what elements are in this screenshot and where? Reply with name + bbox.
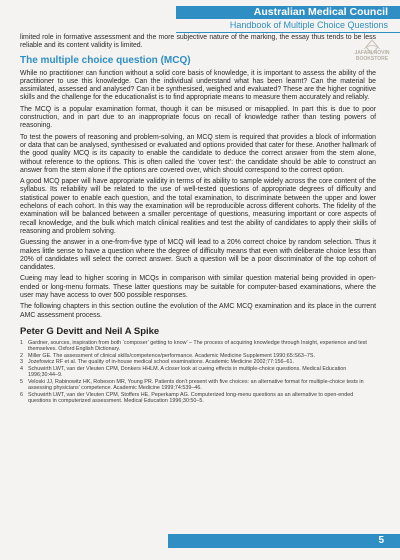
paragraph: A good MCQ paper will have appropriate validity in terms of its ability to sample widely across the core content of the syllabus. Its reliability will be related to the use of well-tested questions of appropriate degrees of difficulty and statistical power to enable each question, and the total examination, to discriminate between the upper and lower echelons of each cohort. In this way the examination will be reproducible across different cohorts. The fidelity of the examination will be balanced between a smaller percentage of questions, measuring important or core aspects of recall knowledge, and the bulk which match clinical realities and test the ability of candidates to apply their skills of reasoning and problem solving. bbox=[20, 178, 376, 235]
watermark-text: JAFARI NOVIN BOOKSTORE bbox=[354, 50, 390, 62]
footer-band bbox=[168, 534, 400, 548]
paragraph: While no practitioner can function without a solid core basis of knowledge, it is important to assess the ability of the practitioner to use this knowledge. Can the individual understand what has been learnt? Can the material be assimilated, assessed and analysed? Can it be synthesised, weighed and evaluated? These are the higher cognitive skills and the challenge for the educationalist is to find appropriate means to measure them accurately and reliably. bbox=[20, 69, 376, 102]
intro-paragraph: limited role in formative assessment and the more subjective nature of the marking, the essay thus tends to be less reliable and its content validity is limited. bbox=[20, 34, 376, 50]
reference-item: 6 Schuwirth LWT, van der Vleuten CPM, Stoffers HE, Peperkamp AG. Computerized long-menu questions as an alternative to open-ended questions in computerized assessment. Medical Education 1996;30:50–5. bbox=[20, 391, 354, 405]
header-rule bbox=[176, 32, 400, 33]
paragraph: Guessing the answer in a one-from-five type of MCQ will lead to a 20% correct choice by random selection. Thus it makes little sense to have a question where the degree of difficulty means that even with deliberate choice less than 20% of candidates will select the correct answer. Such a question will be a poor discriminator of the top cohort of candidates. bbox=[20, 239, 376, 272]
authors: Peter G Devitt and Neil A Spike bbox=[20, 325, 160, 337]
paragraph: Cueing may lead to higher scoring in MCQs in comparison with similar question material being provided in open-ended or long-menu formats. These latter questions may be suitable for computer-based examinations, where the user may have access to over 500 possible responses. bbox=[20, 275, 376, 300]
header-subtitle: Handbook of Multiple Choice Questions bbox=[229, 20, 388, 30]
reference-list bbox=[20, 340, 376, 405]
article-body bbox=[20, 34, 376, 405]
reference-item: 4 Schuwirth LWT, van der Vleuten CPM, Donkers HHLM. A closer look at cueing effects in multiple-choice questions. Medical Education 1996;30:44–9. bbox=[20, 365, 347, 379]
reference-item: 1 Gardner, sources, inspiration from both ‘composer’ getting to know’ – The process of acquiring knowledge through Insight, experience and test themselves. Oxford English Dictionary. bbox=[20, 339, 367, 353]
page-number: 5 bbox=[378, 535, 384, 546]
section-heading: The multiple choice question (MCQ) bbox=[20, 54, 191, 66]
paragraph: The MCQ is a popular examination format, though it can be misused or misapplied. In part this is due to poor construction, and in part due to an inappropriate focus on recall of knowledge rather than testing powers of reasoning. bbox=[20, 105, 376, 130]
header-organization: Australian Medical Council bbox=[253, 6, 388, 18]
reference-item: 5 Veloski JJ, Rabinowitz HK, Robeson MR, Young PR. Patients don’t present with five choices: an alternative format for multiple-choice tests in assessing physicians’ competence. Academic Medicine 1999;74:539–46. bbox=[20, 378, 364, 392]
reference-item: 2 Miller GE. The assessment of clinical skills/competence/performance. Academic Medicine Supplement 1990;65:S63–7S. bbox=[20, 352, 315, 359]
reference-item: 3 Jozefowicz RF et al. The quality of in-house medical school examinations. Academic Medicine 2002;77:156–61. bbox=[20, 359, 294, 366]
paragraph: The following chapters in this section outline the evolution of the AMC MCQ examination and its place in the current AMC assessment process. bbox=[20, 303, 376, 319]
paragraph: To test the powers of reasoning and problem-solving, an MCQ stem is required that provides a block of information or data that can be analysed, synthesised or evaluated and options provided that cater for these. Another hallmark of the good quality MCQ is its capacity to enable the candidate to deduce the correct answer from the stem alone, without reference to the options. This is often called the ‘cover test’: the candidate should be able to construct an answer from the stem alone if the options are covered over, which should correspond to the correct option. bbox=[20, 133, 376, 174]
